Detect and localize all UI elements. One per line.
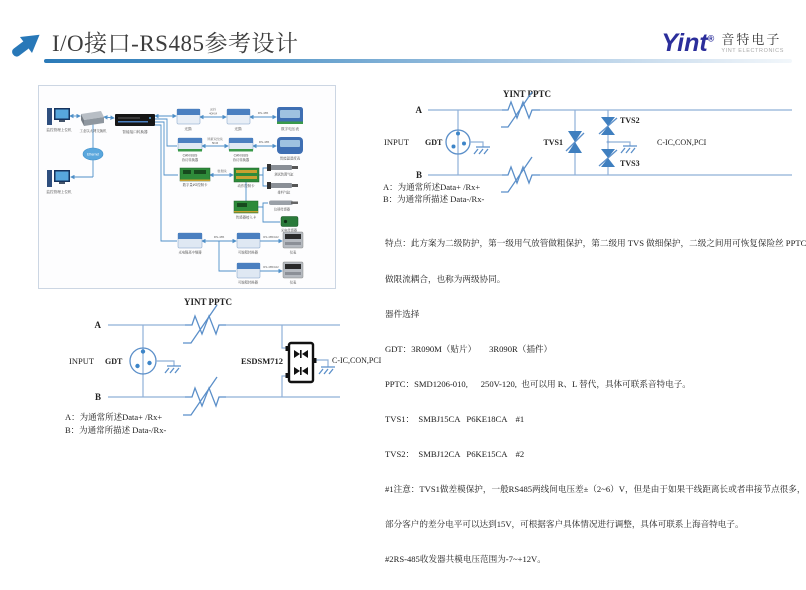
title-arrow-icon xyxy=(9,28,47,62)
ground-icon-ic xyxy=(319,367,335,374)
ethernet-cloud-icon xyxy=(83,148,103,160)
rs485-link-label-row5: RS-485 xyxy=(213,235,225,239)
io-card-icon xyxy=(180,168,210,181)
canbus2-label-2: 协议转换器 xyxy=(232,157,250,162)
prog-converter-2-icon xyxy=(237,263,260,278)
displacement-sensor-icon xyxy=(269,201,298,206)
note-line: 器件选择 xyxy=(385,308,420,319)
tvs2-label: TVS2 xyxy=(620,116,640,125)
ethernet-switch-icon xyxy=(81,111,104,126)
page-title: I/O接口-RS485参考设计 xyxy=(52,31,299,56)
notes-block xyxy=(385,215,806,590)
tvs3-label: TVS3 xyxy=(620,159,640,168)
note-a-top: A：为通常所述Data+ /Rx+ xyxy=(383,182,481,192)
note-line: 部分客户的差分电平可以达到15V，可根据客户具体情况进行调整，具体可联系上海音特电子。 xyxy=(385,519,744,530)
repeater-icon xyxy=(178,233,202,248)
circuit-top xyxy=(380,85,800,215)
actioncard-label: 动作控制卡 xyxy=(237,184,255,188)
canbus1-label-2: 协议转换器 xyxy=(181,157,199,162)
repeater-label: 光电隔离中继器 xyxy=(178,250,202,255)
digital-voltmeter-icon xyxy=(277,107,303,124)
rs485422-link-label-2: RS-485/422 xyxy=(263,265,279,269)
tvs1-symbol xyxy=(566,131,584,153)
note-line: TVS1： SMBJ15CA P6KE18CA #1 xyxy=(385,413,525,424)
note-b-top: B：为通常所描述 Data-/Rx- xyxy=(383,194,485,204)
pc-bottom-icon xyxy=(47,170,70,187)
switch-label: 工业以太网交换机 xyxy=(79,129,107,133)
pc-top-icon xyxy=(47,108,70,125)
rs485-link-label-row2: RS-485 xyxy=(258,140,270,144)
fiber-link-label-2: 40KM xyxy=(208,111,218,116)
meter1-label: 仪表 xyxy=(289,250,297,255)
circuit-bottom-title: YINT PPTC xyxy=(183,297,233,307)
ground-icon-gdt-top xyxy=(474,147,490,154)
registered-mark-icon: ® xyxy=(707,33,715,44)
canbus2-label-1: CAN BUS xyxy=(233,153,249,158)
canbus1-label-1: CAN BUS xyxy=(182,153,198,158)
circuit-bottom xyxy=(45,292,390,444)
node-b-label-top: B xyxy=(415,170,422,180)
optical-modem-1-icon xyxy=(177,109,200,124)
prog-converter-1-icon xyxy=(237,233,260,248)
fiber-link-label-1: 光纤 xyxy=(209,107,217,112)
node-a-label-top: A xyxy=(415,105,422,115)
dataline-label: 数据线 xyxy=(217,169,227,173)
note-line: PPTC：SMD1206-010, 250V-120, 也可以用 R、L 替代，具体可联系音特电子。 xyxy=(385,378,691,389)
sensor2-label: 光电传感器 xyxy=(281,228,297,233)
title-underline xyxy=(44,59,792,63)
ground-icon-tvs-mid xyxy=(621,146,637,153)
output-label-bottom: C-IC,CON,PCI xyxy=(332,356,382,365)
ic-label: ESDSM712 xyxy=(240,356,283,366)
note-line: 特点：此方案为二级防护，第一级用气放管做粗保护，第二级用 TVS 做细保护，二级之间用可恢复保险丝 PPTC xyxy=(385,238,806,249)
pptc-symbol-line-b-bottom xyxy=(183,377,226,415)
rs485422-link-label-1: RS-485/422 xyxy=(263,235,279,239)
input-label-top: INPUT xyxy=(384,137,410,147)
instrument-1-icon xyxy=(283,232,303,248)
smart-meter-icon xyxy=(277,137,303,154)
meter2-label: 仪表 xyxy=(289,280,297,285)
prog1-label: 可编程转换器 xyxy=(238,250,258,255)
tvs3-symbol xyxy=(599,149,617,167)
sensor-card-icon xyxy=(234,201,258,213)
ethernet-label: Ethernet xyxy=(86,152,100,157)
output-label-top: C-IC,CON,PCI xyxy=(657,138,707,147)
gdt-label-bottom: GDT xyxy=(105,357,123,366)
canbus-converter-1-icon xyxy=(178,138,202,152)
twisted-pair-label-2: 5KM xyxy=(211,141,219,145)
cylinder2-label: 排料气缸 xyxy=(277,190,291,195)
pc-top-label: 监控管理上位机 xyxy=(46,128,72,132)
smartmeter-label: 智能温湿度表 xyxy=(279,156,301,161)
voltmeter-label: 数字电压表 xyxy=(281,127,299,131)
prog2-label: 可编程转换器 xyxy=(238,280,258,285)
note-line: GDT：3R090M（贴片） 3R090R（插件） xyxy=(385,343,553,354)
logo-wordmark: Yint® xyxy=(661,29,715,57)
circuit-top-title: YINT PPTC xyxy=(502,89,552,99)
logo-company-en: YINT ELECTRONICS xyxy=(721,47,784,54)
instrument-2-icon xyxy=(283,262,303,278)
pptc-symbol-line-b xyxy=(501,157,540,192)
gdt-label-top: GDT xyxy=(425,138,443,147)
rs485-link-label-row1: RS-485 xyxy=(257,111,269,115)
cylinder-2-icon xyxy=(267,182,298,189)
note-line: 做限流耦合，也称为两级协同。 xyxy=(385,273,506,284)
canbus-converter-2-icon xyxy=(229,138,253,152)
input-label-bottom: INPUT xyxy=(69,356,95,366)
iocard-label: 数字量I/O控制卡 xyxy=(182,183,208,187)
cylinder-1-icon xyxy=(267,164,298,171)
logo-company-cn: 音特电子 xyxy=(721,31,782,47)
note-line: #1注意：TVS1做差模保护，一般RS485两线间电压差±（2~6）V，但是由于如果干线距离长或者串接节点很多， xyxy=(385,484,806,495)
gateway-label: 智能接口转换器 xyxy=(122,130,148,134)
optical-modem-2-icon xyxy=(227,109,250,124)
note-b-bottom: B：为通常所描述 Data-/Rx- xyxy=(65,425,167,435)
tvs1-label: TVS1 xyxy=(543,138,563,147)
note-line: #2RS-485收发器共模电压范围为-7~+12V。 xyxy=(385,554,546,565)
esdsm712-ic xyxy=(286,343,317,382)
modem1-label: 光猫 xyxy=(184,127,192,131)
tvs2-symbol xyxy=(599,117,617,135)
note-line: TVS2： SMBJ12CA P6KE15CA #2 xyxy=(385,449,525,460)
note-a-bottom: A：为通常所述Data+ /Rx+ xyxy=(65,412,163,422)
ground-icon-gdt-bottom xyxy=(165,366,181,373)
pptc-symbol-line-a-bottom xyxy=(183,305,226,343)
cylinder1-label: 测试装置气缸 xyxy=(274,172,294,177)
system-diagram-panel xyxy=(38,85,336,289)
gateway-device-icon xyxy=(115,114,155,126)
pc-bottom-label: 监控管理上位机 xyxy=(46,190,72,194)
node-b-label-bottom: B xyxy=(94,392,101,402)
node-a-label-bottom: A xyxy=(94,320,101,330)
sensor1-label: 位移传感器 xyxy=(274,207,290,212)
modem2-label: 光猫 xyxy=(234,127,242,131)
twisted-pair-label-1: 屏蔽双绞线 xyxy=(207,137,223,141)
sensorcard-label: 传感器接入卡 xyxy=(235,215,257,220)
brand-logo xyxy=(661,31,784,56)
action-card-icon xyxy=(234,168,259,182)
photo-sensor-icon xyxy=(281,217,298,227)
